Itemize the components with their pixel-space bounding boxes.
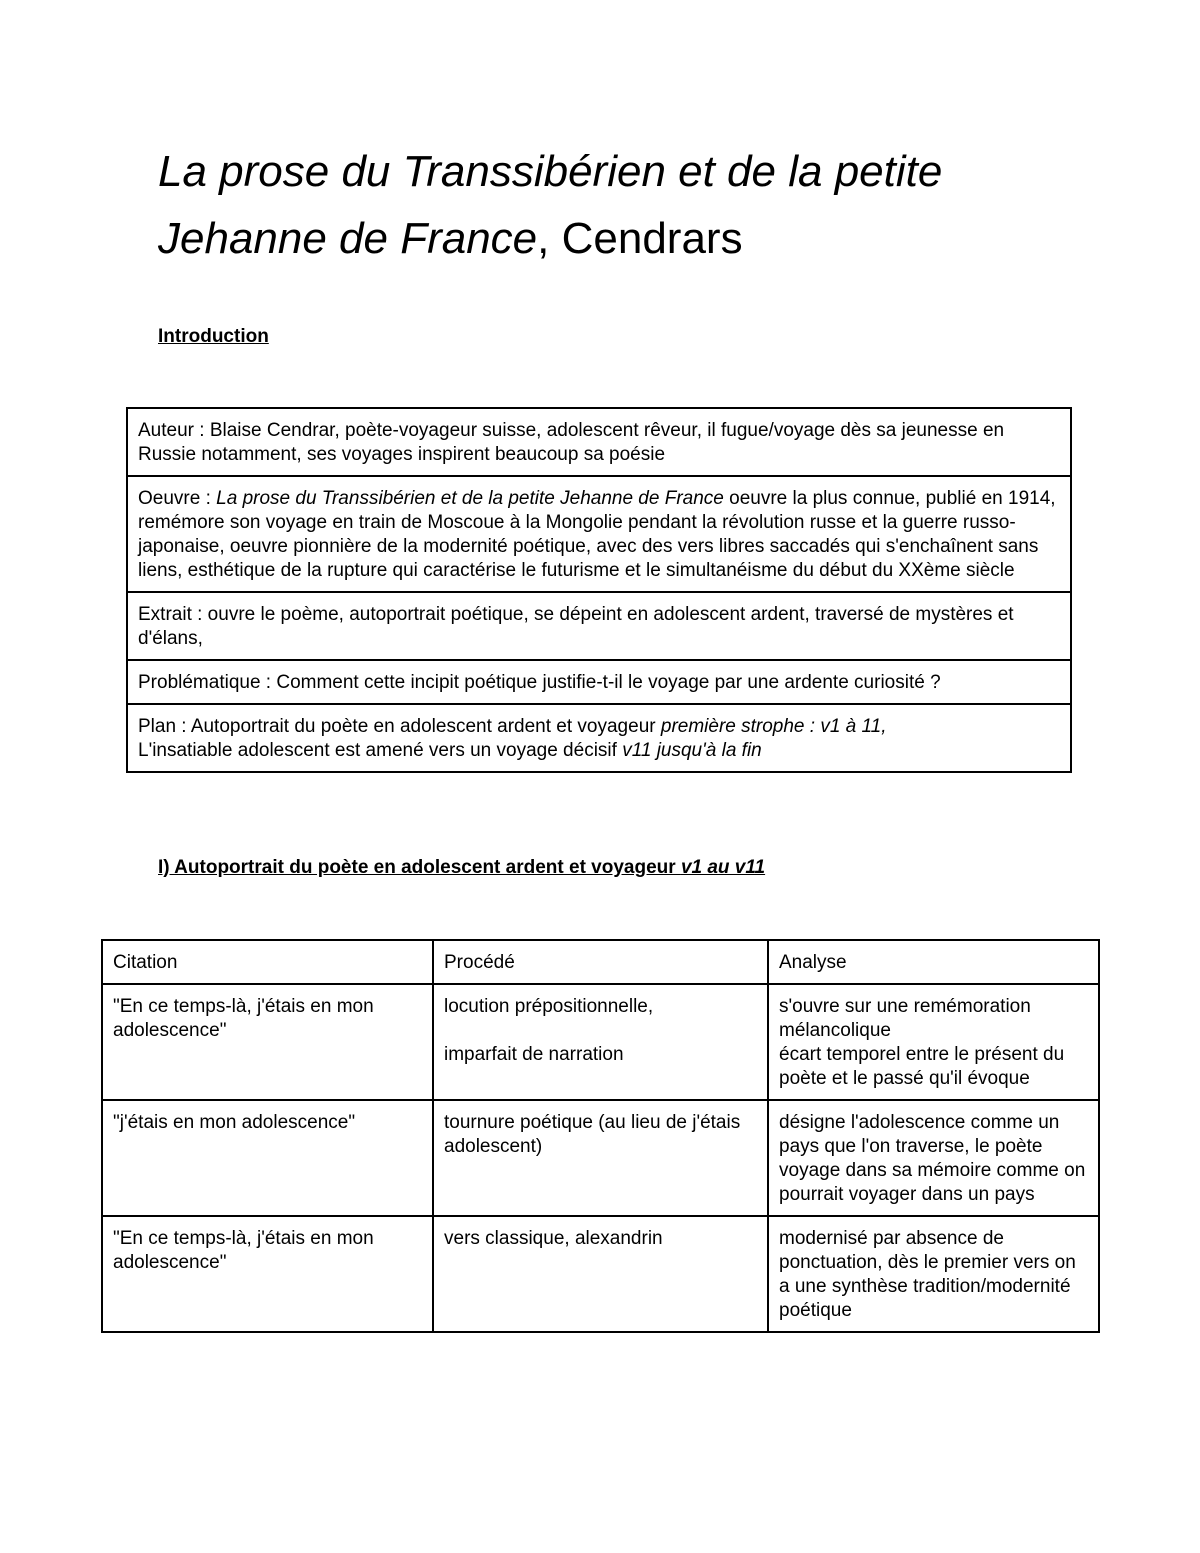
analyse-line: écart temporel entre le présent du poète et le passé qu'il évoque bbox=[779, 1044, 1065, 1089]
line-spacer bbox=[444, 1019, 757, 1043]
analyse-cell: modernisé par absence de ponctuation, dès le premier vers on a une synthèse tradition/modernité poétique bbox=[768, 1216, 1099, 1332]
plan-line-1-ref: première strophe : v1 à 11, bbox=[660, 716, 887, 737]
procede-cell: tournure poétique (au lieu de j'étais adolescent) bbox=[433, 1100, 768, 1216]
table-row bbox=[102, 1216, 1099, 1332]
intro-row-oeuvre bbox=[127, 476, 1071, 592]
intro-row-auteur bbox=[127, 408, 1071, 476]
intro-cell-problematique: Problématique : Comment cette incipit poétique justifie-t-il le voyage par une ardente curiosité ? bbox=[127, 660, 1071, 704]
header-citation: Citation bbox=[102, 940, 433, 984]
intro-row-extrait bbox=[127, 592, 1071, 660]
citation-cell: "En ce temps-là, j'étais en mon adolescence" bbox=[102, 984, 433, 1100]
procede-line: imparfait de narration bbox=[444, 1044, 624, 1065]
intro-cell-extrait: Extrait : ouvre le poème, autoportrait poétique, se dépeint en adolescent ardent, traversé de mystères et d'élans, bbox=[127, 592, 1071, 660]
citation-cell: "En ce temps-là, j'étais en mon adolescence" bbox=[102, 1216, 433, 1332]
section-1-heading-ref: v1 au v11 bbox=[680, 857, 766, 878]
plan-line-1-text: Plan : Autoportrait du poète en adolescent ardent et voyageur bbox=[138, 716, 661, 737]
oeuvre-title: La prose du Transsibérien et de la petite Jehanne de France bbox=[216, 488, 724, 509]
header-procede: Procédé bbox=[433, 940, 768, 984]
citation-cell: "j'étais en mon adolescence" bbox=[102, 1100, 433, 1216]
introduction-heading: Introduction bbox=[158, 326, 269, 347]
header-analyse: Analyse bbox=[768, 940, 1099, 984]
analyse-cell bbox=[768, 984, 1099, 1100]
procede-cell: vers classique, alexandrin bbox=[433, 1216, 768, 1332]
procede-line: locution prépositionnelle, bbox=[444, 996, 654, 1017]
oeuvre-text: oeuvre la plus connue, publié en 1914, remémore son voyage en train de Moscoue à la Mongolie pendant la révolution russe et la guerre russo-japonaise, oeuvre pionnière de la modernité poétique, avec des vers libres saccadés qui s'enchaînent sans liens, esthétique de la rupture qui caractérise le futurisme et le simultanéisme du début du XXème siècle bbox=[138, 488, 1056, 581]
section-1-heading bbox=[158, 857, 765, 879]
plan-line-2 bbox=[138, 739, 1060, 763]
plan-line-2-ref: v11 jusqu'à la fin bbox=[622, 740, 762, 761]
section-1-heading-text: I) Autoportrait du poète en adolescent ardent et voyageur bbox=[158, 857, 681, 878]
document-title bbox=[158, 138, 1078, 272]
intro-row-plan bbox=[127, 704, 1071, 772]
introduction-table bbox=[126, 407, 1072, 773]
analyse-cell: désigne l'adolescence comme un pays que l'on traverse, le poète voyage dans sa mémoire comme on pourrait voyager dans un pays bbox=[768, 1100, 1099, 1216]
oeuvre-label: Oeuvre : bbox=[138, 488, 217, 509]
intro-cell-auteur: Auteur : Blaise Cendrar, poète-voyageur suisse, adolescent rêveur, il fugue/voyage dès sa jeunesse en Russie notamment, ses voyages inspirent beaucoup sa poésie bbox=[127, 408, 1071, 476]
procede-cell bbox=[433, 984, 768, 1100]
analyse-line: s'ouvre sur une remémoration mélancolique bbox=[779, 996, 1031, 1041]
intro-cell-oeuvre bbox=[127, 476, 1071, 592]
table-row bbox=[102, 984, 1099, 1100]
intro-cell-plan bbox=[127, 704, 1071, 772]
title-author: , Cendrars bbox=[537, 214, 743, 263]
intro-row-problematique bbox=[127, 660, 1071, 704]
analysis-table bbox=[101, 939, 1100, 1333]
analysis-header-row bbox=[102, 940, 1099, 984]
table-row bbox=[102, 1100, 1099, 1216]
plan-line-1 bbox=[138, 715, 1060, 739]
title-work: La prose du Transsibérien et de la petite Jehanne de France bbox=[158, 147, 943, 263]
plan-line-2-text: L'insatiable adolescent est amené vers un voyage décisif bbox=[138, 740, 623, 761]
